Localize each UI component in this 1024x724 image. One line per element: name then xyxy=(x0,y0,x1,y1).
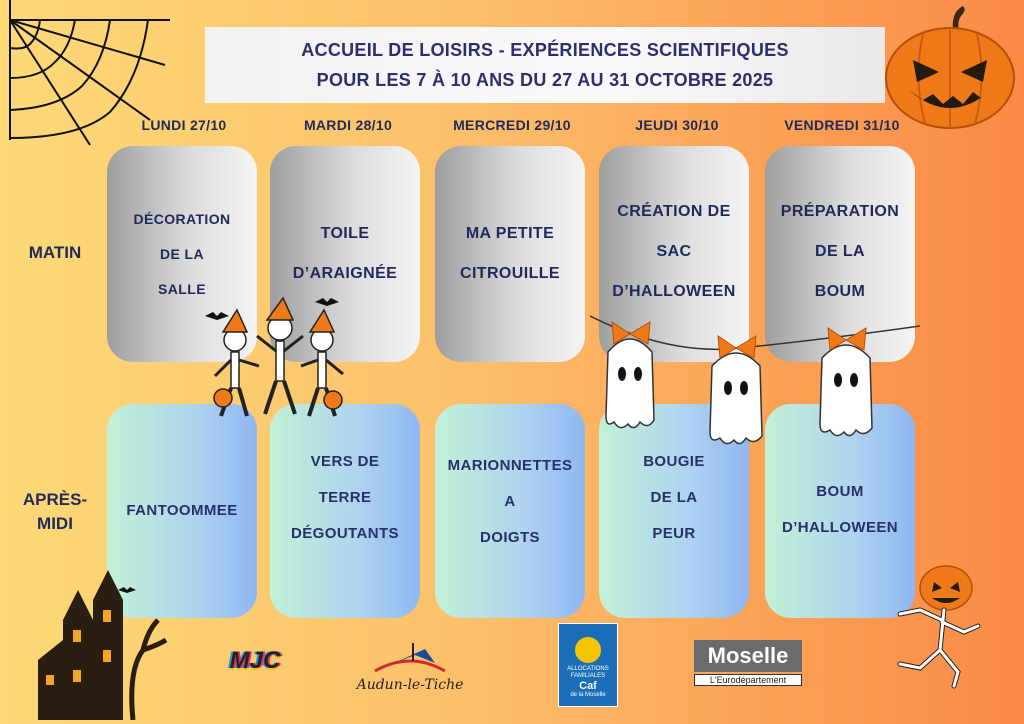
afternoon-activity-wednesday: MARIONNETTES A DOIGTS xyxy=(435,404,585,618)
afternoon-activity-thursday: BOUGIE DE LA PEUR xyxy=(599,404,749,618)
morning-activity-monday: DÉCORATION DE LA SALLE xyxy=(107,146,257,362)
row-label-afternoon: APRÈS- MIDI xyxy=(22,490,88,533)
haunted-house-icon xyxy=(18,560,168,720)
day-friday: VENDREDI 31/10 xyxy=(784,117,900,133)
caf-star-icon xyxy=(575,637,601,663)
morning-activity-tuesday: TOILE D’ARAIGNÉE xyxy=(270,146,420,362)
afternoon-activity-friday: BOUM D’HALLOWEEN xyxy=(765,404,915,618)
morning-activity-friday: PRÉPARATION DE LA BOUM xyxy=(765,146,915,362)
afternoon-activity-monday: FANTOOMMEE xyxy=(107,404,257,618)
afternoon-activity-tuesday: VERS DE TERRE DÉGOUTANTS xyxy=(270,404,420,618)
skeletons-icon xyxy=(205,296,355,426)
title-banner xyxy=(205,27,885,103)
moselle-logo: Moselle L'Eurodépartement xyxy=(693,638,803,688)
morning-activity-thursday: CRÉATION DE SAC D’HALLOWEEN xyxy=(599,146,749,362)
row-label-morning: MATIN xyxy=(28,243,82,262)
title-line-2: POUR LES 7 À 10 ANS DU 27 AU 31 OCTOBRE 2025 xyxy=(316,70,774,90)
day-monday: LUNDI 27/10 xyxy=(141,117,227,133)
day-thursday: JEUDI 30/10 xyxy=(635,117,719,133)
day-tuesday: MARDI 28/10 xyxy=(303,117,393,133)
audun-le-tiche-logo: Audun-le-Tiche xyxy=(345,632,475,702)
ghost-garland-icon xyxy=(590,312,920,452)
morning-activity-wednesday: MA PETITE CITROUILLE xyxy=(435,146,585,362)
mjc-logo: MJC xyxy=(229,647,281,674)
title-line-1: ACCUEIL DE LOISIRS - EXPÉRIENCES SCIENTIFIQUES xyxy=(301,40,789,60)
town-crest-icon xyxy=(365,641,455,677)
pumpkin-skeleton-icon xyxy=(880,560,990,690)
jack-o-lantern-icon xyxy=(883,2,1018,130)
caf-logo: ALLOCATIONS FAMILIALES Caf de la Moselle xyxy=(558,623,618,707)
day-wednesday: MERCREDI 29/10 xyxy=(453,117,571,133)
